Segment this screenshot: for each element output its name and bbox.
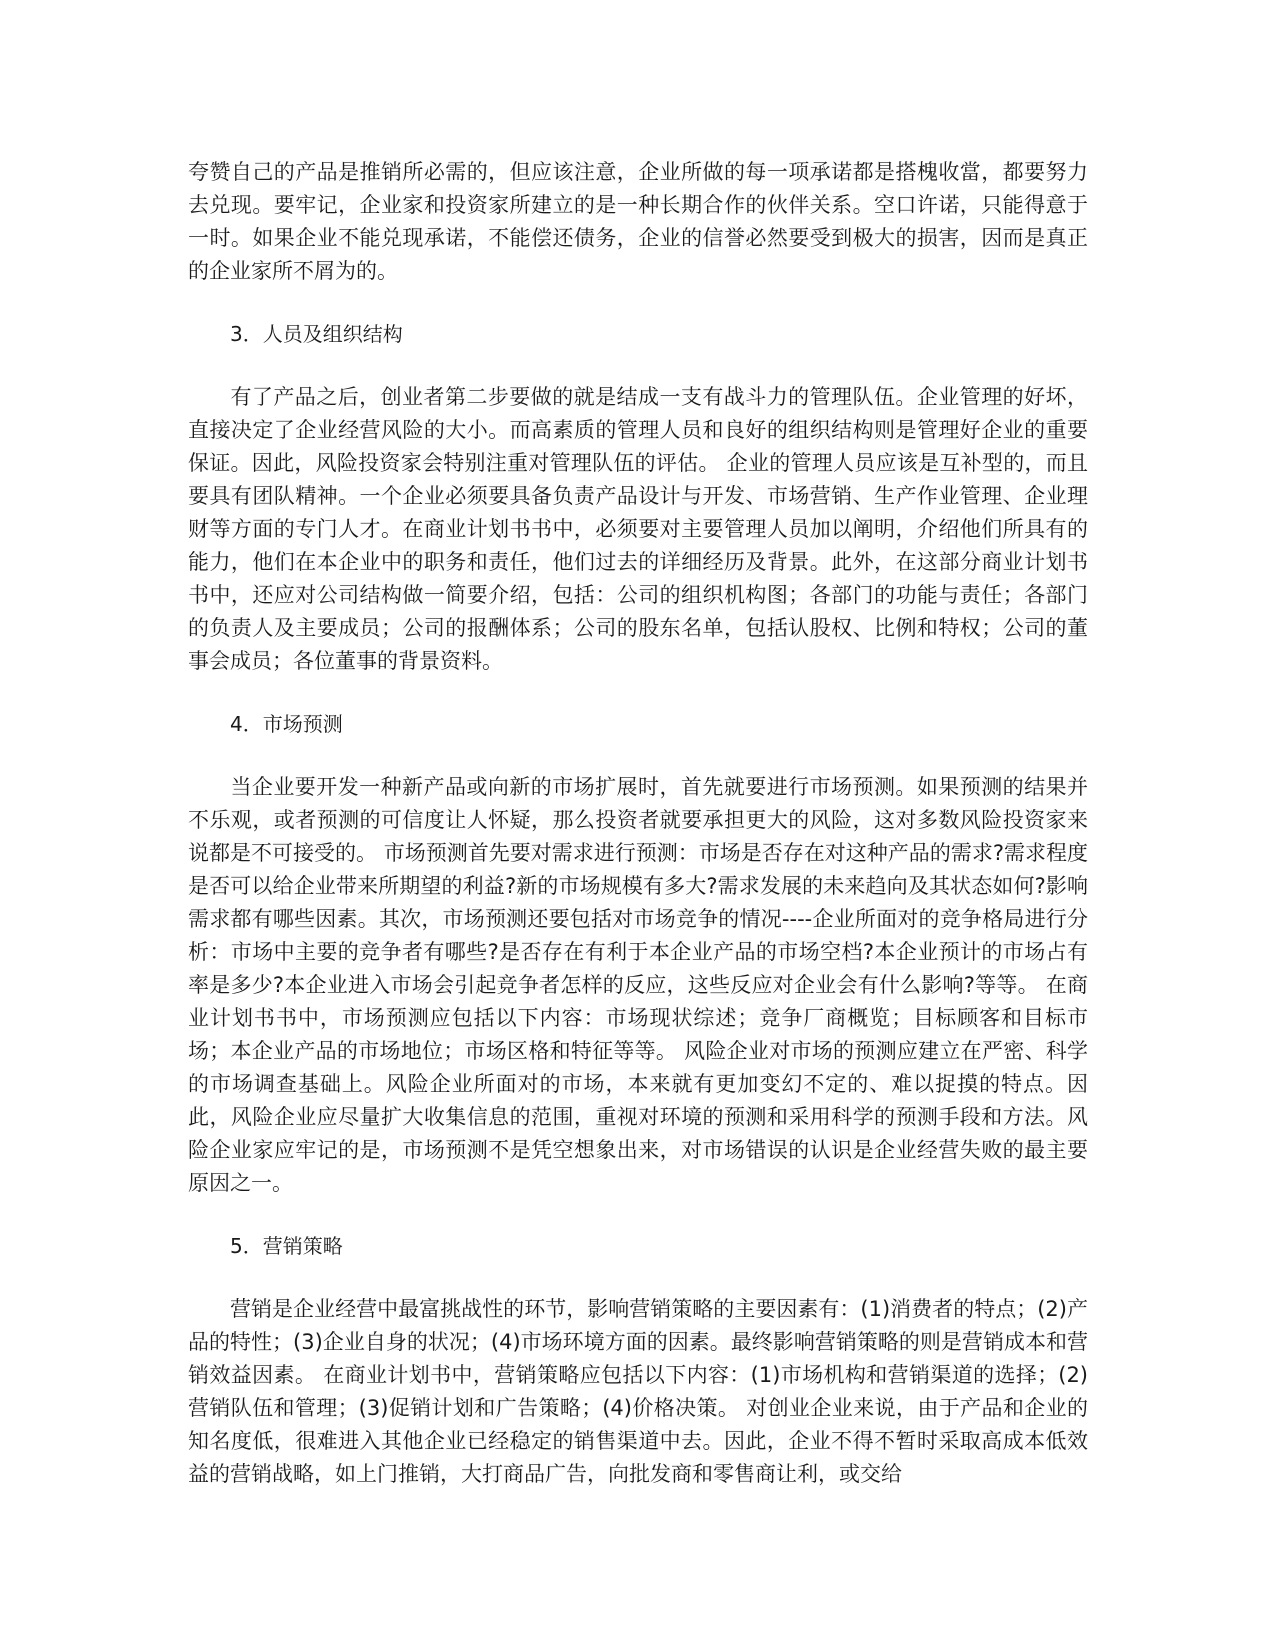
section-heading-5: 5．营销策略 [230,1234,343,1258]
section-heading-4: 4．市场预测 [230,712,343,736]
paragraph-intro: 夸赞自己的产品是推销所必需的，但应该注意，企业所做的每一项承诺都是搭槐收當，都要努力去兑现。要牢记，企业家和投资家所建立的是一种长期合作的伙伴关系。空口许诺，只能得意于一时。如果企业不能兑现承诺，不能偿还债务，企业的信誉必然要受到极大的损害，因而是真正的企业家所不屑为的。 [188,160,1088,283]
section-heading-3: 3．人员及组织结构 [230,322,403,346]
paragraph-organization: 有了产品之后，创业者第二步要做的就是结成一支有战斗力的管理队伍。企业管理的好坏，直接决定了企业经营风险的大小。而高素质的管理人员和良好的组织结构则是管理好企业的重要保证。因此，风险投资家会特别注重对管理队伍的评估。 企业的管理人员应该是互补型的，而且要具有团队精神。一个企业必须要具备负责产品设计与开发、市场营销、生产作业管理、企业理财等方面的专门人才。在商业计划书书中，必须要对主要管理人员加以阐明，介绍他们所具有的能力，他们在本企业中的职务和责任，他们过去的详细经历及背景。此外，在这部分商业计划书书中，还应对公司结构做一简要介绍，包括：公司的组织机构图；各部门的功能与责任；各部门的负责人及主要成员；公司的报酬体系；公司的股东名单，包括认股权、比例和特权；公司的董事会成员；各位董事的背景资料。 [188,385,1088,673]
document-page [188,156,1088,1491]
paragraph-marketing-strategy: 营销是企业经营中最富挑战性的环节，影响营销策略的主要因素有：(1)消费者的特点；(2)产品的特性；(3)企业自身的状况；(4)市场环境方面的因素。最终影响营销策略的则是营销成本和营销效益因素。 在商业计划书中，营销策略应包括以下内容：(1)市场机构和营销渠道的选择；(2)营销队伍和管理；(3)促销计划和广告策略；(4)价格决策。 对创业企业来说，由于产品和企业的知名度低，很难进入其他企业已经稳定的销售渠道中去。因此，企业不得不暂时采取高成本低效益的营销战略，如上门推销，大打商品广告，向批发商和零售商让利，或交给 [188,1297,1088,1486]
paragraph-market-forecast: 当企业要开发一种新产品或向新的市场扩展时，首先就要进行市场预测。如果预测的结果并不乐观，或者预测的可信度让人怀疑，那么投资者就要承担更大的风险，这对多数风险投资家来说都是不可接受的。 市场预测首先要对需求进行预测：市场是否存在对这种产品的需求?需求程度是否可以给企业带来所期望的利益?新的市场规模有多大?需求发展的未来趋向及其状态如何?影响需求都有哪些因素。其次，市场预测还要包括对市场竞争的情况----企业所面对的竞争格局进行分析：市场中主要的竞争者有哪些?是否存在有利于本企业产品的市场空档?本企业预计的市场占有率是多少?本企业进入市场会引起竞争者怎样的反应，这些反应对企业会有什么影响?等等。 在商业计划书书中，市场预测应包括以下内容：市场现状综述；竞争厂商概览；目标顾客和目标市场；本企业产品的市场地位；市场区格和特征等等。 风险企业对市场的预测应建立在严密、科学的市场调查基础上。风险企业所面对的市场，本来就有更加变幻不定的、难以捉摸的特点。因此，风险企业应尽量扩大收集信息的范围，重视对环境的预测和采用科学的预测手段和方法。风险企业家应牢记的是，市场预测不是凭空想象出来，对市场错误的认识是企业经营失败的最主要原因之一。 [188,775,1088,1195]
